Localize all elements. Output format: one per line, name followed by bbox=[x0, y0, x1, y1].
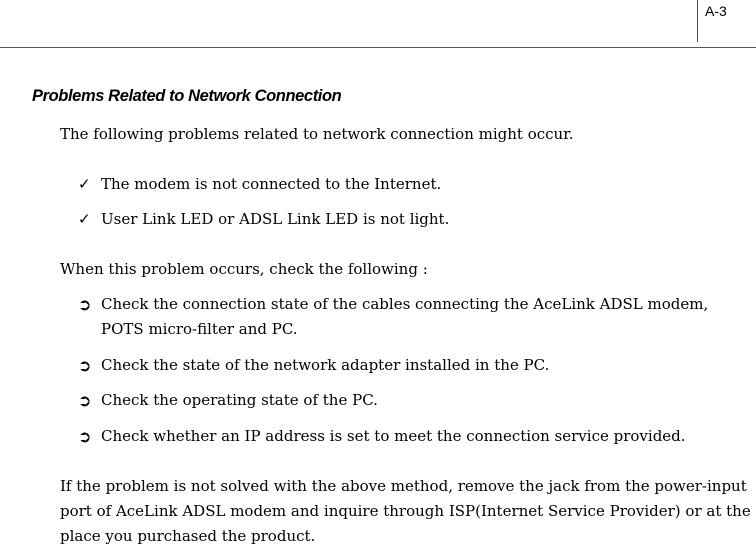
section-title: Problems Related to Network Connection bbox=[32, 87, 342, 105]
check-item bbox=[78, 292, 751, 342]
arrow-bullet-icon: ➲ bbox=[78, 391, 92, 410]
check-item bbox=[78, 424, 751, 449]
check-item bbox=[78, 353, 751, 378]
check-intro-paragraph: When this problem occurs, check the following : bbox=[60, 260, 428, 278]
arrow-bullet-icon: ➲ bbox=[78, 356, 92, 375]
symptom-item bbox=[78, 172, 751, 197]
checkmark-icon: ✓ bbox=[78, 175, 91, 193]
symptom-text: The modem is not connected to the Internet. bbox=[101, 175, 442, 193]
arrow-bullet-icon: ➲ bbox=[78, 295, 92, 314]
page-number: A-3 bbox=[705, 3, 727, 19]
checkmark-icon: ✓ bbox=[78, 210, 91, 228]
check-text: Check the operating state of the PC. bbox=[101, 391, 378, 409]
check-text: Check whether an IP address is set to meet the connection service provided. bbox=[101, 427, 686, 445]
header-divider-vertical bbox=[697, 0, 698, 42]
check-text: Check the connection state of the cables connecting the AceLink ADSL modem, POTS micro-filter and PC. bbox=[101, 295, 709, 338]
arrow-bullet-icon: ➲ bbox=[78, 427, 92, 446]
check-item bbox=[78, 388, 751, 413]
symptom-item bbox=[78, 207, 751, 232]
symptom-text: User Link LED or ADSL Link LED is not light. bbox=[101, 210, 450, 228]
closing-paragraph: If the problem is not solved with the above method, remove the jack from the power-input port of AceLink ADSL modem and inquire through ISP(Internet Service Provider) or at the place you purchased the product. bbox=[60, 477, 751, 545]
intro-paragraph: The following problems related to network connection might occur. bbox=[60, 125, 574, 143]
check-text: Check the state of the network adapter installed in the PC. bbox=[101, 356, 550, 374]
header-rule bbox=[0, 47, 756, 48]
